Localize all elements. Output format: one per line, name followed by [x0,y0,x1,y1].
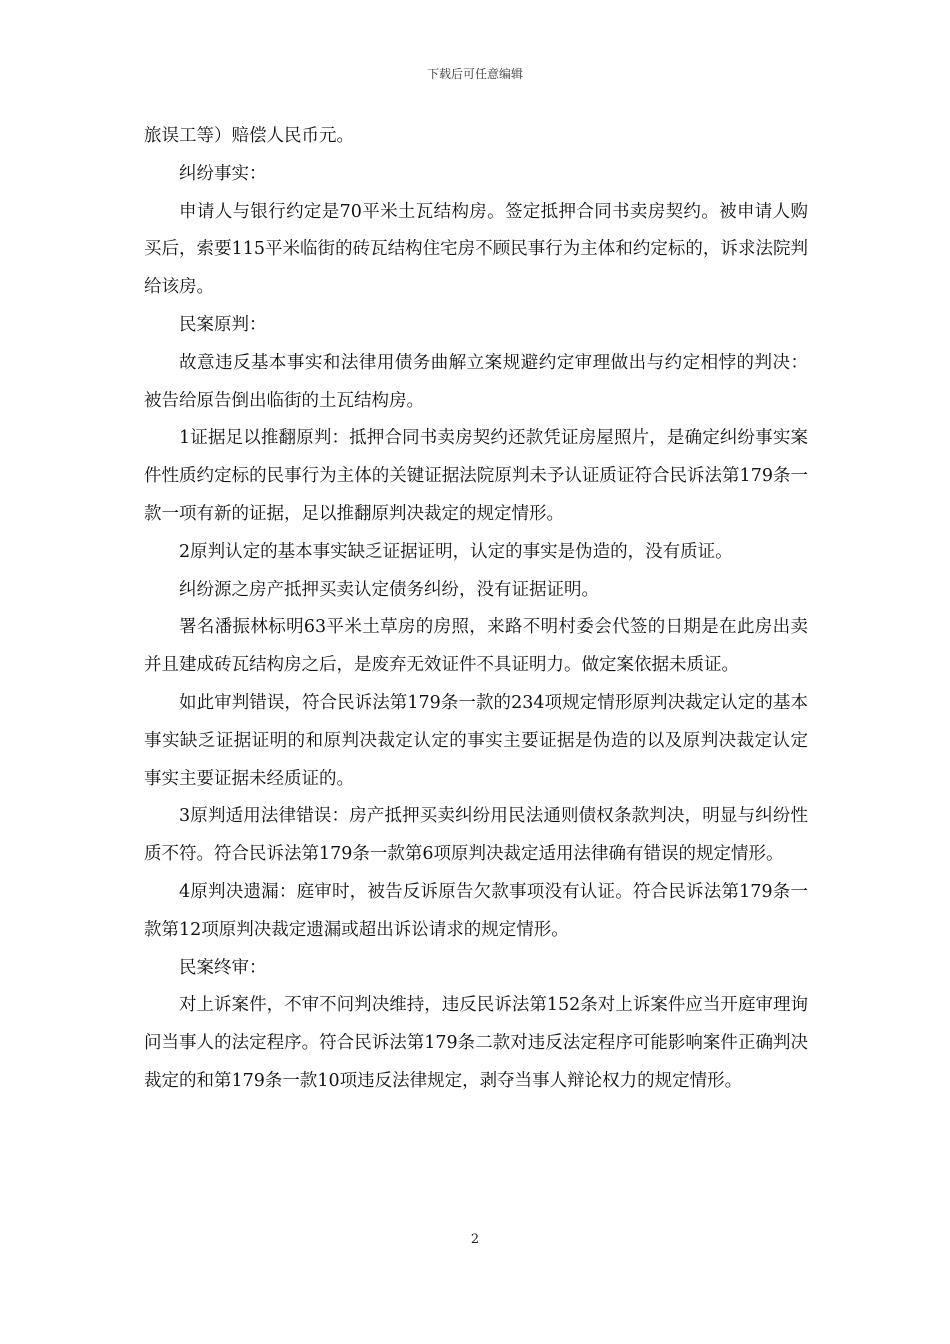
paragraph-12: 4原判决遗漏：庭审时，被告反诉原告欠款事项没有认证。符合民诉法第179条一款第12项原判决裁定遗漏或超出诉讼请求的规定情形。 [144,881,808,940]
paragraph-3: 申请人与银行约定是70平米土瓦结构房。签定抵押合同书卖房契约。被申请人购买后，索要115平米临街的砖瓦结构住宅房不顾民事行为主体和约定标的，诉求法院判给该房。 [144,201,808,298]
section-heading-dispute-facts: 纠纷事实： [179,163,267,184]
paragraph-14: 对上诉案件，不审不问判决维持，违反民诉法第152条对上诉案件应当开庭审理询问当事人的法定程序。符合民诉法第179条二款对违反法定程序可能影响案件正确判决裁定的和第179条一款10项违反法律规定，剥夺当事人辩论权力的规定情形。 [144,995,808,1091]
paragraph-10: 如此审判错误，符合民诉法第179条一款的234项规定情形原判决裁定认定的基本事实缺乏证据证明的和原判决裁定认定的事实主要证据是伪造的以及原判决裁定认定事实主要证据未经质证的。 [144,692,808,789]
paragraph-6: 1证据足以推翻原判：抵押合同书卖房契约还款凭证房屋照片，是确定纠纷事实案件性质约定标的民事行为主体的关键证据法院原判未予认证质证符合民诉法第179条一款一项有新的证据，足以推翻原判决裁定的规定情形。 [144,428,808,524]
paragraph-5: 故意违反基本事实和法律用债务曲解立案规避约定审理做出与约定相悖的判决：被告给原告倒出临街的土瓦结构房。 [144,352,808,411]
section-heading-original-judgment: 民案原判： [179,314,267,335]
paragraph-8: 纠纷源之房产抵押买卖认定债务纠纷，没有证据证明。 [179,579,599,600]
paragraph-7: 2原判认定的基本事实缺乏证据证明，认定的事实是伪造的，没有质证。 [179,541,733,562]
page-header: 下载后可任意编辑 [426,67,523,81]
section-heading-final-judgment: 民案终审： [179,957,267,978]
page-number: 2 [470,1232,480,1247]
paragraph-11: 3原判适用法律错误：房产抵押买卖纠纷用民法通则债权条款判决，明显与纠纷性质不符。符合民诉法第179条一款第6项原判决裁定适用法律确有错误的规定情形。 [144,806,808,865]
paragraph-1: 旅误工等）赔偿人民币元。 [144,126,354,146]
document-body [144,118,808,1101]
paragraph-9: 署名潘振林标明63平米土草房的房照，来路不明村委会代签的日期是在此房出卖并且建成砖瓦结构房之后，是废弃无效证件不具证明力。做定案依据未质证。 [144,617,808,676]
